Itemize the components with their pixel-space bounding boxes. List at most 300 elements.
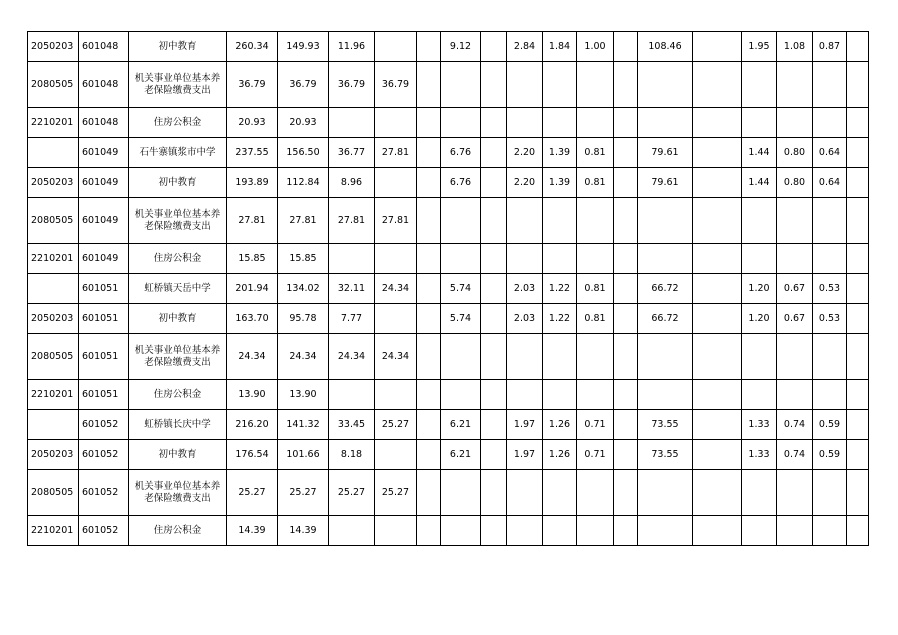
amount-cell	[481, 304, 507, 334]
amount-cell	[813, 334, 847, 380]
amount-cell	[847, 516, 869, 546]
amount-cell: 0.81	[577, 304, 614, 334]
item-name-cell: 初中教育	[129, 168, 227, 198]
item-name-cell: 机关事业单位基本养老保险缴费支出	[129, 198, 227, 244]
amount-cell	[693, 440, 742, 470]
amount-cell: 134.02	[278, 274, 329, 304]
amount-cell	[417, 274, 441, 304]
amount-cell	[577, 470, 614, 516]
amount-cell: 108.46	[638, 32, 693, 62]
amount-cell: 6.21	[441, 440, 481, 470]
amount-cell	[441, 244, 481, 274]
amount-cell: 33.45	[329, 410, 375, 440]
amount-cell: 0.59	[813, 440, 847, 470]
amount-cell	[847, 168, 869, 198]
amount-cell	[847, 244, 869, 274]
amount-cell	[417, 380, 441, 410]
amount-cell	[847, 108, 869, 138]
amount-cell: 193.89	[227, 168, 278, 198]
amount-cell: 25.27	[227, 470, 278, 516]
function-code-cell: 2050203	[28, 440, 79, 470]
amount-cell	[638, 516, 693, 546]
amount-cell	[417, 440, 441, 470]
amount-cell	[614, 62, 638, 108]
amount-cell	[777, 62, 813, 108]
amount-cell	[847, 470, 869, 516]
amount-cell: 1.26	[543, 410, 577, 440]
amount-cell	[742, 470, 777, 516]
amount-cell	[481, 334, 507, 380]
amount-cell	[638, 62, 693, 108]
amount-cell: 5.74	[441, 274, 481, 304]
amount-cell	[441, 470, 481, 516]
amount-cell	[417, 410, 441, 440]
amount-cell	[847, 138, 869, 168]
amount-cell: 141.32	[278, 410, 329, 440]
amount-cell: 25.27	[375, 470, 417, 516]
amount-cell	[614, 304, 638, 334]
unit-code-cell: 601049	[79, 138, 129, 168]
table-row	[28, 108, 869, 138]
amount-cell: 260.34	[227, 32, 278, 62]
unit-code-cell: 601049	[79, 168, 129, 198]
amount-cell	[577, 334, 614, 380]
amount-cell: 6.76	[441, 138, 481, 168]
amount-cell: 24.34	[329, 334, 375, 380]
amount-cell: 73.55	[638, 440, 693, 470]
amount-cell	[375, 440, 417, 470]
unit-code-cell: 601049	[79, 244, 129, 274]
amount-cell	[693, 334, 742, 380]
amount-cell	[693, 32, 742, 62]
amount-cell	[481, 108, 507, 138]
amount-cell: 2.20	[507, 168, 543, 198]
unit-code-cell: 601048	[79, 62, 129, 108]
table-row	[28, 62, 869, 108]
amount-cell	[813, 516, 847, 546]
amount-cell: 0.74	[777, 440, 813, 470]
amount-cell	[742, 516, 777, 546]
amount-cell	[742, 108, 777, 138]
amount-cell: 27.81	[227, 198, 278, 244]
amount-cell	[742, 380, 777, 410]
item-name-cell: 初中教育	[129, 440, 227, 470]
amount-cell: 1.39	[543, 168, 577, 198]
amount-cell: 14.39	[227, 516, 278, 546]
item-name-cell: 住房公积金	[129, 516, 227, 546]
table-row	[28, 32, 869, 62]
amount-cell	[481, 274, 507, 304]
table-row	[28, 244, 869, 274]
amount-cell	[693, 516, 742, 546]
function-code-cell: 2210201	[28, 516, 79, 546]
amount-cell: 36.79	[375, 62, 417, 108]
amount-cell	[417, 516, 441, 546]
unit-code-cell: 601049	[79, 198, 129, 244]
amount-cell: 1.26	[543, 440, 577, 470]
amount-cell	[481, 198, 507, 244]
amount-cell: 9.12	[441, 32, 481, 62]
amount-cell	[577, 108, 614, 138]
amount-cell	[742, 334, 777, 380]
amount-cell	[507, 334, 543, 380]
function-code-cell	[28, 274, 79, 304]
amount-cell	[441, 516, 481, 546]
amount-cell	[481, 470, 507, 516]
amount-cell	[481, 410, 507, 440]
table-row	[28, 516, 869, 546]
amount-cell	[638, 108, 693, 138]
amount-cell: 13.90	[278, 380, 329, 410]
amount-cell	[543, 198, 577, 244]
amount-cell	[638, 380, 693, 410]
amount-cell	[481, 440, 507, 470]
amount-cell	[813, 108, 847, 138]
amount-cell: 36.77	[329, 138, 375, 168]
table-row	[28, 304, 869, 334]
amount-cell	[481, 62, 507, 108]
amount-cell: 0.53	[813, 304, 847, 334]
unit-code-cell: 601052	[79, 470, 129, 516]
table-row	[28, 198, 869, 244]
amount-cell	[847, 32, 869, 62]
amount-cell: 201.94	[227, 274, 278, 304]
amount-cell	[777, 380, 813, 410]
amount-cell: 27.81	[375, 198, 417, 244]
amount-cell: 36.79	[278, 62, 329, 108]
amount-cell	[441, 380, 481, 410]
table-row	[28, 138, 869, 168]
item-name-cell: 石牛寨镇浆市中学	[129, 138, 227, 168]
amount-cell	[847, 274, 869, 304]
amount-cell: 8.18	[329, 440, 375, 470]
table-row	[28, 274, 869, 304]
amount-cell: 176.54	[227, 440, 278, 470]
table-row	[28, 334, 869, 380]
table-row	[28, 410, 869, 440]
amount-cell: 32.11	[329, 274, 375, 304]
amount-cell	[614, 138, 638, 168]
amount-cell	[417, 32, 441, 62]
amount-cell: 7.77	[329, 304, 375, 334]
amount-cell	[507, 244, 543, 274]
amount-cell: 101.66	[278, 440, 329, 470]
amount-cell	[693, 380, 742, 410]
amount-cell	[614, 516, 638, 546]
amount-cell	[847, 304, 869, 334]
amount-cell	[481, 516, 507, 546]
amount-cell	[614, 470, 638, 516]
amount-cell	[417, 198, 441, 244]
amount-cell: 25.27	[329, 470, 375, 516]
amount-cell: 20.93	[278, 108, 329, 138]
amount-cell	[693, 198, 742, 244]
amount-cell: 5.74	[441, 304, 481, 334]
amount-cell	[481, 168, 507, 198]
amount-cell: 79.61	[638, 138, 693, 168]
amount-cell	[813, 244, 847, 274]
amount-cell	[693, 274, 742, 304]
amount-cell	[614, 198, 638, 244]
amount-cell	[481, 32, 507, 62]
amount-cell: 36.79	[329, 62, 375, 108]
function-code-cell: 2080505	[28, 334, 79, 380]
amount-cell: 0.81	[577, 138, 614, 168]
amount-cell	[329, 108, 375, 138]
amount-cell	[777, 334, 813, 380]
amount-cell: 1.44	[742, 168, 777, 198]
amount-cell	[577, 380, 614, 410]
item-name-cell: 虹桥镇长庆中学	[129, 410, 227, 440]
amount-cell	[693, 168, 742, 198]
amount-cell	[638, 198, 693, 244]
amount-cell	[543, 380, 577, 410]
amount-cell: 149.93	[278, 32, 329, 62]
table-body	[28, 32, 869, 546]
amount-cell: 1.20	[742, 274, 777, 304]
amount-cell: 25.27	[278, 470, 329, 516]
amount-cell	[417, 244, 441, 274]
table-row	[28, 168, 869, 198]
amount-cell	[777, 198, 813, 244]
amount-cell	[777, 244, 813, 274]
amount-cell	[614, 244, 638, 274]
amount-cell: 1.22	[543, 304, 577, 334]
amount-cell	[375, 244, 417, 274]
amount-cell	[693, 108, 742, 138]
amount-cell: 6.21	[441, 410, 481, 440]
amount-cell	[614, 440, 638, 470]
amount-cell: 2.03	[507, 274, 543, 304]
amount-cell	[577, 198, 614, 244]
amount-cell	[417, 138, 441, 168]
amount-cell: 1.00	[577, 32, 614, 62]
amount-cell	[693, 410, 742, 440]
amount-cell: 8.96	[329, 168, 375, 198]
amount-cell	[481, 138, 507, 168]
amount-cell: 0.59	[813, 410, 847, 440]
amount-cell	[614, 168, 638, 198]
amount-cell	[638, 334, 693, 380]
amount-cell: 2.20	[507, 138, 543, 168]
amount-cell	[543, 516, 577, 546]
unit-code-cell: 601048	[79, 32, 129, 62]
amount-cell	[507, 380, 543, 410]
table-row	[28, 470, 869, 516]
amount-cell: 156.50	[278, 138, 329, 168]
amount-cell	[638, 470, 693, 516]
amount-cell	[375, 380, 417, 410]
amount-cell	[543, 334, 577, 380]
amount-cell: 66.72	[638, 274, 693, 304]
amount-cell	[375, 516, 417, 546]
amount-cell	[441, 198, 481, 244]
amount-cell: 0.71	[577, 440, 614, 470]
amount-cell	[417, 62, 441, 108]
item-name-cell: 机关事业单位基本养老保险缴费支出	[129, 334, 227, 380]
function-code-cell: 2210201	[28, 108, 79, 138]
unit-code-cell: 601052	[79, 410, 129, 440]
amount-cell: 27.81	[329, 198, 375, 244]
amount-cell: 0.87	[813, 32, 847, 62]
amount-cell	[507, 108, 543, 138]
amount-cell: 112.84	[278, 168, 329, 198]
unit-code-cell: 601051	[79, 274, 129, 304]
function-code-cell: 2210201	[28, 244, 79, 274]
amount-cell	[543, 470, 577, 516]
amount-cell: 66.72	[638, 304, 693, 334]
amount-cell	[441, 62, 481, 108]
amount-cell: 1.33	[742, 440, 777, 470]
amount-cell: 11.96	[329, 32, 375, 62]
amount-cell: 24.34	[227, 334, 278, 380]
amount-cell	[481, 244, 507, 274]
table-row	[28, 380, 869, 410]
amount-cell: 1.22	[543, 274, 577, 304]
amount-cell: 95.78	[278, 304, 329, 334]
amount-cell	[577, 516, 614, 546]
amount-cell	[507, 470, 543, 516]
unit-code-cell: 601052	[79, 440, 129, 470]
amount-cell	[777, 108, 813, 138]
amount-cell: 237.55	[227, 138, 278, 168]
amount-cell: 0.64	[813, 168, 847, 198]
unit-code-cell: 601048	[79, 108, 129, 138]
amount-cell	[577, 62, 614, 108]
amount-cell: 2.84	[507, 32, 543, 62]
item-name-cell: 初中教育	[129, 32, 227, 62]
amount-cell	[481, 380, 507, 410]
amount-cell	[375, 32, 417, 62]
amount-cell: 79.61	[638, 168, 693, 198]
amount-cell: 0.80	[777, 138, 813, 168]
item-name-cell: 机关事业单位基本养老保险缴费支出	[129, 470, 227, 516]
function-code-cell	[28, 410, 79, 440]
amount-cell	[847, 380, 869, 410]
amount-cell	[638, 244, 693, 274]
amount-cell: 0.81	[577, 168, 614, 198]
amount-cell	[507, 62, 543, 108]
amount-cell: 73.55	[638, 410, 693, 440]
item-name-cell: 住房公积金	[129, 380, 227, 410]
unit-code-cell: 601051	[79, 380, 129, 410]
amount-cell	[813, 198, 847, 244]
amount-cell	[693, 304, 742, 334]
amount-cell	[777, 470, 813, 516]
table-row	[28, 440, 869, 470]
amount-cell	[693, 62, 742, 108]
amount-cell: 1.08	[777, 32, 813, 62]
amount-cell	[543, 244, 577, 274]
amount-cell	[329, 380, 375, 410]
function-code-cell: 2050203	[28, 32, 79, 62]
amount-cell	[693, 244, 742, 274]
item-name-cell: 机关事业单位基本养老保险缴费支出	[129, 62, 227, 108]
amount-cell	[507, 516, 543, 546]
amount-cell: 163.70	[227, 304, 278, 334]
amount-cell: 0.74	[777, 410, 813, 440]
amount-cell	[847, 62, 869, 108]
unit-code-cell: 601051	[79, 334, 129, 380]
item-name-cell: 住房公积金	[129, 108, 227, 138]
amount-cell: 0.80	[777, 168, 813, 198]
amount-cell: 13.90	[227, 380, 278, 410]
amount-cell	[614, 410, 638, 440]
amount-cell: 0.53	[813, 274, 847, 304]
amount-cell	[614, 274, 638, 304]
amount-cell	[614, 334, 638, 380]
unit-code-cell: 601051	[79, 304, 129, 334]
amount-cell	[813, 470, 847, 516]
amount-cell	[417, 334, 441, 380]
amount-cell: 1.97	[507, 440, 543, 470]
amount-cell: 24.34	[278, 334, 329, 380]
amount-cell: 15.85	[227, 244, 278, 274]
amount-cell	[543, 62, 577, 108]
amount-cell: 14.39	[278, 516, 329, 546]
amount-cell: 1.20	[742, 304, 777, 334]
amount-cell	[847, 334, 869, 380]
amount-cell	[813, 380, 847, 410]
amount-cell	[693, 138, 742, 168]
amount-cell	[329, 244, 375, 274]
amount-cell: 27.81	[375, 138, 417, 168]
function-code-cell: 2050203	[28, 168, 79, 198]
amount-cell: 0.71	[577, 410, 614, 440]
amount-cell	[507, 198, 543, 244]
amount-cell	[742, 198, 777, 244]
amount-cell: 1.95	[742, 32, 777, 62]
amount-cell	[441, 334, 481, 380]
amount-cell: 1.84	[543, 32, 577, 62]
function-code-cell: 2080505	[28, 62, 79, 108]
amount-cell: 0.64	[813, 138, 847, 168]
amount-cell	[742, 244, 777, 274]
amount-cell	[417, 168, 441, 198]
amount-cell: 0.67	[777, 274, 813, 304]
unit-code-cell: 601052	[79, 516, 129, 546]
function-code-cell	[28, 138, 79, 168]
amount-cell	[441, 108, 481, 138]
amount-cell: 24.34	[375, 334, 417, 380]
budget-table	[27, 31, 869, 546]
amount-cell: 1.33	[742, 410, 777, 440]
amount-cell: 0.81	[577, 274, 614, 304]
amount-cell	[614, 108, 638, 138]
amount-cell	[577, 244, 614, 274]
amount-cell	[614, 32, 638, 62]
amount-cell: 0.67	[777, 304, 813, 334]
amount-cell	[847, 440, 869, 470]
amount-cell: 36.79	[227, 62, 278, 108]
amount-cell	[614, 380, 638, 410]
amount-cell	[417, 470, 441, 516]
function-code-cell: 2080505	[28, 198, 79, 244]
amount-cell: 24.34	[375, 274, 417, 304]
amount-cell: 216.20	[227, 410, 278, 440]
amount-cell	[375, 168, 417, 198]
amount-cell	[543, 108, 577, 138]
item-name-cell: 住房公积金	[129, 244, 227, 274]
amount-cell	[417, 108, 441, 138]
amount-cell	[847, 410, 869, 440]
amount-cell	[847, 198, 869, 244]
amount-cell	[329, 516, 375, 546]
function-code-cell: 2050203	[28, 304, 79, 334]
amount-cell: 1.39	[543, 138, 577, 168]
amount-cell: 20.93	[227, 108, 278, 138]
item-name-cell: 初中教育	[129, 304, 227, 334]
